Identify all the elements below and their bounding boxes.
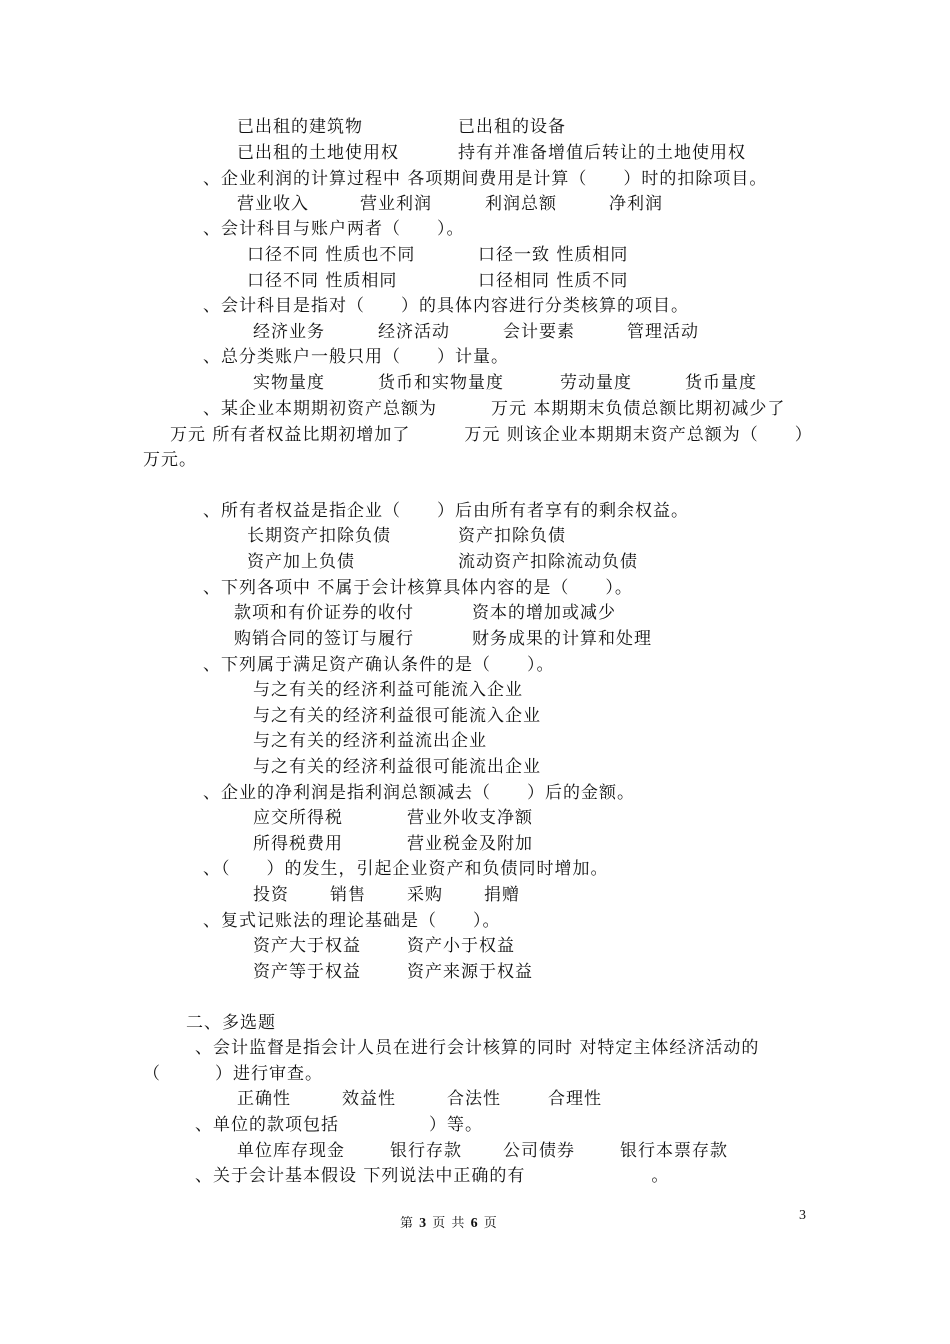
text-line: 实物量度: [253, 373, 325, 393]
text-line: 经济活动: [378, 322, 450, 342]
text-line: 资本的增加或减少: [472, 603, 616, 623]
text-line: 资产扣除负债: [458, 526, 566, 546]
text-line: 已出租的设备: [458, 117, 566, 137]
text-line: 万元。: [143, 450, 197, 470]
text-line: 流动资产扣除流动负债: [458, 552, 638, 572]
text-line: 货币量度: [685, 373, 757, 393]
text-line: （ ）进行审查。: [143, 1064, 323, 1084]
text-line: 经济业务: [253, 322, 325, 342]
text-line: 银行本票存款: [620, 1141, 728, 1161]
text-line: 所得税费用: [253, 834, 343, 854]
text-line: 资产来源于权益: [407, 962, 533, 982]
text-line: 资产大于权益: [253, 936, 361, 956]
text-line: 银行存款: [390, 1141, 462, 1161]
text-line: 单位库存现金: [237, 1141, 345, 1161]
text-line: 与之有关的经济利益很可能流出企业: [253, 757, 541, 777]
footer-current-page: 3: [419, 1216, 428, 1231]
text-line: 会计要素: [503, 322, 575, 342]
text-line: 已出租的建筑物: [237, 117, 363, 137]
text-line: 款项和有价证券的收付: [234, 603, 414, 623]
text-line: 、下列属于满足资产确认条件的是（ ）。: [203, 655, 555, 675]
footer-prefix: 第: [400, 1216, 415, 1231]
text-line: 营业税金及附加: [407, 834, 533, 854]
text-line: 管理活动: [627, 322, 699, 342]
text-line: 长期资产扣除负债: [247, 526, 391, 546]
text-line: 万元 所有者权益比期初增加了 万元 则该企业本期期末资产总额为（ ）: [170, 425, 813, 445]
text-line: 净利润: [609, 194, 663, 214]
text-line: 、企业的净利润是指利润总额减去（ ）后的金额。: [203, 783, 635, 803]
text-line: 、会计科目与账户两者（ ）。: [203, 219, 465, 239]
text-line: 已出租的土地使用权: [237, 143, 399, 163]
text-line: 销售: [330, 885, 366, 905]
text-line: 合理性: [548, 1089, 602, 1109]
text-line: 二、多选题: [186, 1013, 276, 1033]
text-line: 采购: [407, 885, 443, 905]
text-line: 利润总额: [485, 194, 557, 214]
text-line: 、企业利润的计算过程中 各项期间费用是计算（ ）时的扣除项目。: [203, 169, 768, 189]
text-line: 正确性: [237, 1089, 291, 1109]
text-line: 、关于会计基本假设 下列说法中正确的有 。: [195, 1166, 670, 1186]
text-line: 营业收入: [237, 194, 309, 214]
text-line: 与之有关的经济利益流出企业: [253, 731, 487, 751]
text-line: 与之有关的经济利益可能流入企业: [253, 680, 523, 700]
text-line: 公司债券: [503, 1141, 575, 1161]
text-line: 口径不同 性质相同: [247, 271, 398, 291]
text-line: 、会计科目是指对（ ）的具体内容进行分类核算的项目。: [203, 296, 689, 316]
text-line: 效益性: [342, 1089, 396, 1109]
text-line: 与之有关的经济利益很可能流入企业: [253, 706, 541, 726]
text-line: 、下列各项中 不属于会计核算具体内容的是（ ）。: [203, 578, 633, 598]
text-line: 持有并准备增值后转让的土地使用权: [458, 143, 746, 163]
text-line: 合法性: [447, 1089, 501, 1109]
text-line: 投资: [253, 885, 289, 905]
text-line: 营业外收支净额: [407, 808, 533, 828]
text-line: 购销合同的签订与履行: [234, 629, 414, 649]
text-line: 资产小于权益: [407, 936, 515, 956]
text-line: 货币和实物量度: [378, 373, 504, 393]
text-line: 口径一致 性质相同: [478, 245, 629, 265]
text-line: 捐赠: [484, 885, 520, 905]
text-line: 口径相同 性质不同: [478, 271, 629, 291]
text-line: 劳动量度: [560, 373, 632, 393]
text-line: 营业利润: [360, 194, 432, 214]
text-line: 财务成果的计算和处理: [472, 629, 652, 649]
text-line: 资产加上负债: [247, 552, 355, 572]
footer-suffix: 页: [483, 1216, 498, 1231]
text-line: 、某企业本期期初资产总额为 万元 本期期末负债总额比期初减少了: [203, 399, 786, 419]
page-footer: [400, 1212, 498, 1232]
text-line: 口径不同 性质也不同: [247, 245, 416, 265]
page-number: 3: [799, 1208, 806, 1223]
text-line: 、所有者权益是指企业（ ）后由所有者享有的剩余权益。: [203, 501, 689, 521]
footer-middle: 页 共: [432, 1216, 466, 1231]
text-line: 、（ ）的发生，引起企业资产和负债同时增加。: [203, 859, 609, 879]
text-line: 应交所得税: [253, 808, 343, 828]
text-line: 资产等于权益: [253, 962, 361, 982]
text-line: 、复式记账法的理论基础是（ ）。: [203, 911, 501, 931]
text-line: 、会计监督是指会计人员在进行会计核算的同时 对特定主体经济活动的: [195, 1038, 760, 1058]
footer-total-pages: 6: [470, 1216, 479, 1231]
text-line: 、总分类账户一般只用（ ）计量。: [203, 347, 509, 367]
text-line: 、单位的款项包括 ）等。: [195, 1115, 483, 1135]
